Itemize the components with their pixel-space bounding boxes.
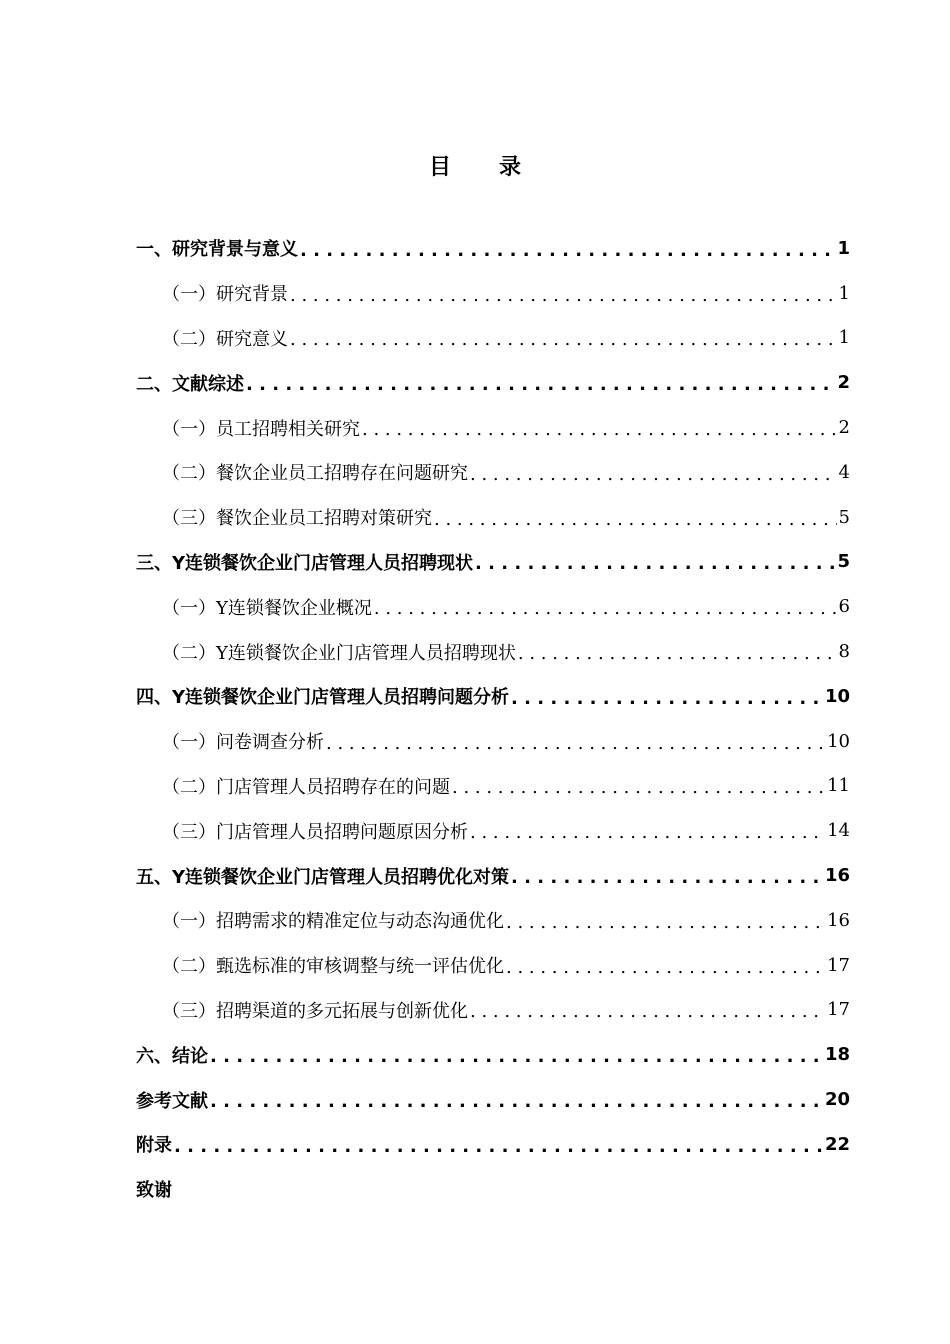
toc-page-number: 2 <box>837 372 850 394</box>
toc-label: 六、结论 <box>136 1045 208 1067</box>
toc-leader <box>290 329 837 350</box>
toc-entry[interactable] <box>136 1032 850 1077</box>
toc-leader <box>470 464 837 485</box>
toc-entry[interactable] <box>136 1167 850 1212</box>
toc-page-number: 14 <box>827 820 850 842</box>
toc-label: （一）Y连锁餐饮企业概况 <box>162 597 372 619</box>
toc-entry[interactable] <box>136 719 850 764</box>
toc-leader <box>210 1091 823 1112</box>
toc-entry[interactable] <box>136 360 850 405</box>
toc-page-number: 10 <box>824 685 850 707</box>
toc-leader <box>290 285 837 306</box>
toc-page-number: 22 <box>824 1133 850 1155</box>
toc-label: 一、研究背景与意义 <box>136 239 298 261</box>
table-of-contents <box>136 226 850 1212</box>
toc-entry[interactable] <box>136 584 850 629</box>
page-title <box>0 150 950 181</box>
toc-label: 二、文献综述 <box>136 373 244 395</box>
toc-page-number: 16 <box>824 865 850 887</box>
toc-leader <box>210 1046 823 1067</box>
toc-page-number: 18 <box>824 1044 850 1066</box>
toc-entry[interactable] <box>136 898 850 943</box>
toc-page-number: 1 <box>837 237 850 259</box>
toc-entry[interactable] <box>136 540 850 585</box>
toc-leader <box>326 733 825 754</box>
toc-entry[interactable] <box>136 405 850 450</box>
toc-page-number: 5 <box>837 551 850 573</box>
title-char-2: 录 <box>499 155 522 180</box>
toc-label: （一）员工招聘相关研究 <box>162 418 360 440</box>
toc-page-number: 5 <box>838 506 850 528</box>
toc-leader <box>374 598 837 619</box>
toc-label: （三）招聘渠道的多元拓展与创新优化 <box>162 1000 468 1022</box>
toc-entry[interactable] <box>136 495 850 540</box>
toc-entry[interactable] <box>136 764 850 809</box>
toc-label: 附录 <box>136 1135 172 1157</box>
toc-leader <box>475 553 835 574</box>
toc-page-number: 17 <box>827 999 850 1021</box>
toc-page-number: 11 <box>827 775 850 797</box>
toc-leader <box>506 957 825 978</box>
toc-label: 参考文献 <box>136 1090 208 1112</box>
toc-entry[interactable] <box>136 226 850 271</box>
toc-label: （一）问卷调查分析 <box>162 732 324 754</box>
toc-page-number: 17 <box>827 954 850 976</box>
toc-page-number: 10 <box>827 730 850 752</box>
toc-label: （三）餐饮企业员工招聘对策研究 <box>162 508 432 530</box>
toc-leader <box>362 419 837 440</box>
toc-label: 三、Y连锁餐饮企业门店管理人员招聘现状 <box>136 552 474 574</box>
toc-page-number: 16 <box>827 909 850 931</box>
toc-leader <box>434 509 837 530</box>
toc-label: （二）门店管理人员招聘存在的问题 <box>162 776 450 798</box>
toc-entry[interactable] <box>136 316 850 361</box>
toc-entry[interactable] <box>136 1122 850 1167</box>
toc-leader <box>300 240 835 261</box>
toc-entry[interactable] <box>136 629 850 674</box>
toc-label: （一）招聘需求的精准定位与动态沟通优化 <box>162 911 504 933</box>
toc-leader <box>511 688 823 709</box>
toc-page-number: 6 <box>838 596 850 618</box>
toc-label: 四、Y连锁餐饮企业门店管理人员招聘问题分析 <box>136 687 510 709</box>
toc-label: 致谢 <box>136 1180 172 1202</box>
toc-entry[interactable] <box>136 943 850 988</box>
toc-entry[interactable] <box>136 674 850 719</box>
toc-page-number: 2 <box>838 417 850 439</box>
title-char-1: 目 <box>428 155 451 180</box>
toc-leader <box>470 1001 825 1022</box>
toc-page-number: 4 <box>838 461 850 483</box>
toc-page-number: 8 <box>838 641 850 663</box>
toc-label: （三）门店管理人员招聘问题原因分析 <box>162 821 468 843</box>
toc-page-number: 1 <box>838 327 850 349</box>
toc-label: （一）研究背景 <box>162 284 288 306</box>
toc-entry[interactable] <box>136 853 850 898</box>
toc-page-number: 1 <box>838 282 850 304</box>
toc-entry[interactable] <box>136 271 850 316</box>
toc-leader <box>506 912 825 933</box>
toc-leader <box>174 1136 823 1157</box>
toc-entry[interactable] <box>136 450 850 495</box>
toc-leader <box>518 643 837 664</box>
toc-entry[interactable] <box>136 988 850 1033</box>
toc-leader <box>470 822 825 843</box>
toc-label: （二）甄选标准的审核调整与统一评估优化 <box>162 956 504 978</box>
toc-entry[interactable] <box>136 808 850 853</box>
toc-entry[interactable] <box>136 1077 850 1122</box>
toc-leader <box>452 777 825 798</box>
toc-label: （二）研究意义 <box>162 328 288 350</box>
toc-page-number: 20 <box>824 1089 850 1111</box>
toc-label: （二）Y连锁餐饮企业门店管理人员招聘现状 <box>162 642 516 664</box>
toc-label: （二）餐饮企业员工招聘存在问题研究 <box>162 463 468 485</box>
toc-leader <box>246 374 835 395</box>
toc-leader <box>511 867 823 888</box>
toc-label: 五、Y连锁餐饮企业门店管理人员招聘优化对策 <box>136 866 510 888</box>
